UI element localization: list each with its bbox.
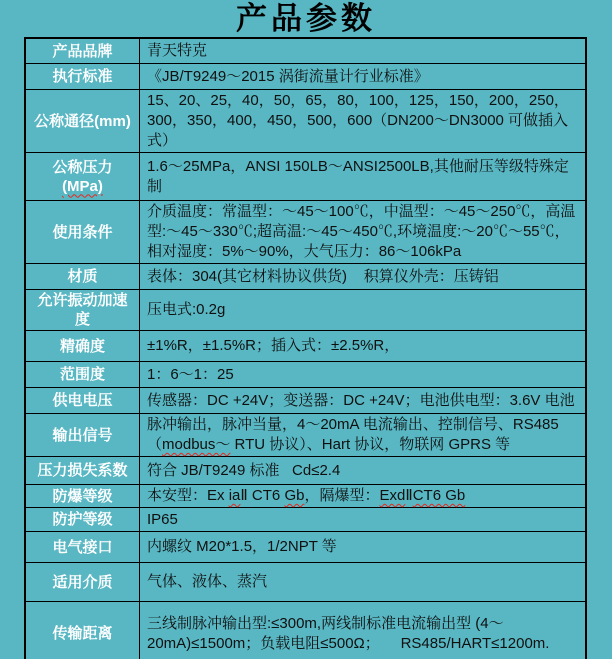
row-label-vibration-acceleration: [26, 290, 140, 330]
table-row-pressure-loss-coefficient: [26, 457, 585, 485]
text-segment: 《JB/T9249～2015 涡街流量计行业标准》: [147, 67, 429, 85]
row-value-product-brand: [140, 39, 585, 63]
row-label-pressure-loss-coefficient: [26, 457, 140, 484]
table-row-nominal-pressure: [26, 153, 585, 201]
table-row-operating-conditions: [26, 201, 585, 264]
row-label-transmission-distance: [26, 602, 140, 659]
row-value-explosion-proof-rating: [140, 485, 585, 507]
table-row-applicable-media: [26, 563, 585, 602]
text-segment: 输出信号: [52, 426, 113, 444]
text-segment: 范围度: [59, 366, 105, 383]
row-label-material: [26, 264, 140, 289]
text-segment: 适用介质: [52, 573, 113, 591]
text-segment: 压电式:0.2g: [147, 301, 226, 318]
row-value-accuracy: [140, 331, 585, 361]
text-segment: RTU 协议）、Hart 协议，物联网 GPRS 等: [230, 436, 511, 453]
text-segment: Ⅱ: [405, 487, 413, 504]
text-segment: 精确度: [59, 337, 105, 355]
text-segment: 使用条件: [52, 223, 113, 241]
table-row-turndown-ratio: [26, 362, 585, 388]
row-value-transmission-distance: [140, 602, 585, 659]
text-segment: 产品品牌: [52, 42, 113, 60]
text-segment: 防爆等级: [52, 487, 113, 505]
row-value-executive-standard: [140, 64, 585, 89]
text-segment: 15、20、25，40，50，65，80，100，125，150，200，250，300，350，400，450，500，600（DN200～DN3000 可做插入式）: [147, 92, 569, 149]
table-row-supply-voltage: [26, 388, 585, 414]
table-row-vibration-acceleration: [26, 290, 585, 331]
row-value-supply-voltage: [140, 388, 585, 413]
text-segment: Ⅱ CT6: [240, 487, 285, 504]
table-row-material: [26, 264, 585, 290]
text-segment: 符合 JB/T9249 标准 Cd≤2.4: [147, 461, 341, 479]
text-segment: 允许振动加速度: [37, 292, 128, 328]
text-segment: 脉冲输出，脉冲当量，4～20mA 电流输出、控制信号、RS485（: [147, 416, 559, 453]
row-value-output-signal: [140, 414, 585, 456]
row-label-protection-rating: [26, 508, 140, 531]
row-value-operating-conditions: [140, 201, 585, 263]
text-segment: 公称通径(mm): [34, 112, 131, 130]
text-segment: 供电电压: [52, 392, 113, 409]
text-segment: 电气接口: [52, 538, 113, 556]
row-label-electrical-interface: [26, 532, 140, 562]
table-row-protection-rating: [26, 508, 585, 532]
text-segment: 三线制脉冲输出型:≤300m,两线制标准电流输出型 (4～20mA)≤1500m；负载电阻≤500Ω； RS485/HART≤1200m.: [147, 614, 550, 652]
table-row-transmission-distance: [26, 602, 585, 659]
row-value-turndown-ratio: [140, 362, 585, 387]
text-segment: 公称压力: [52, 158, 113, 176]
text-segment: 材质: [67, 268, 98, 285]
table-row-output-signal: [26, 414, 585, 457]
text-segment: 传输距离: [52, 625, 113, 642]
table-row-executive-standard: [26, 64, 585, 90]
text-segment: 表体：304(其它材料协议供货) 积算仪外壳：压铸铝: [147, 267, 499, 285]
row-value-pressure-loss-coefficient: [140, 457, 585, 484]
row-value-nominal-diameter: [140, 90, 585, 152]
row-label-nominal-pressure: [26, 153, 140, 200]
row-value-protection-rating: [140, 508, 585, 531]
text-segment: 1：6～1：25: [147, 365, 234, 383]
spellcheck-text-segment: Gb: [284, 487, 305, 504]
spellcheck-text-segment: modbus～: [162, 436, 231, 453]
table-row-accuracy: [26, 331, 585, 362]
row-label-turndown-ratio: [26, 362, 140, 387]
text-segment: 防护等级: [52, 511, 113, 528]
parameters-table: [24, 37, 587, 659]
row-label-nominal-diameter: [26, 90, 140, 152]
text-segment: 执行标准: [52, 68, 113, 85]
spellcheck-text-segment: CT6 Gb: [412, 487, 466, 504]
page-title: 产品参数: [236, 1, 376, 36]
spellcheck-text-segment: ia: [228, 487, 241, 504]
row-value-material: [140, 264, 585, 289]
text-segment: 压力损失系数: [37, 462, 128, 479]
row-label-supply-voltage: [26, 388, 140, 413]
row-value-nominal-pressure: [140, 153, 585, 200]
text-segment: ，隔爆型：: [304, 487, 380, 504]
text-segment: 青天特克: [147, 42, 208, 59]
text-segment: 内螺纹 M20*1.5，1/2NPT 等: [147, 538, 337, 555]
row-label-product-brand: [26, 39, 140, 63]
text-segment: IP65: [147, 510, 178, 528]
row-label-accuracy: [26, 331, 140, 361]
text-segment: 气体、液体、蒸汽: [147, 573, 268, 590]
table-row-electrical-interface: [26, 532, 585, 563]
text-segment: 传感器：DC +24V；变送器：DC +24V；电池供电型：3.6V 电池: [147, 391, 575, 409]
row-label-executive-standard: [26, 64, 140, 89]
row-value-electrical-interface: [140, 532, 585, 562]
row-value-vibration-acceleration: [140, 290, 585, 330]
table-row-nominal-diameter: [26, 90, 585, 153]
row-label-output-signal: [26, 414, 140, 456]
text-segment: 本安型：Ex: [147, 487, 229, 504]
row-label-operating-conditions: [26, 201, 140, 263]
spellcheck-text-segment: Exd: [379, 487, 406, 504]
table-row-explosion-proof-rating: [26, 485, 585, 508]
text-segment: 介质温度：常温型：～45～100℃，中温型：～45～250℃，高温型:～45～330℃;超高温:～45～450℃,环境温度:～20℃～55℃，相对湿度：5%～90%，大气压力：86～106kPa: [147, 203, 576, 260]
text-segment: ±1%R，±1.5%R；插入式：±2.5%R，: [147, 337, 400, 354]
text-segment: 1.6～25MPa，ANSI 150LB～ANSI2500LB,其他耐压等级特殊定制: [147, 157, 569, 195]
row-value-applicable-media: [140, 563, 585, 601]
row-label-applicable-media: [26, 563, 140, 601]
spellcheck-text-segment: (MPa): [62, 177, 103, 195]
row-label-explosion-proof-rating: [26, 485, 140, 507]
table-row-product-brand: [26, 39, 585, 64]
